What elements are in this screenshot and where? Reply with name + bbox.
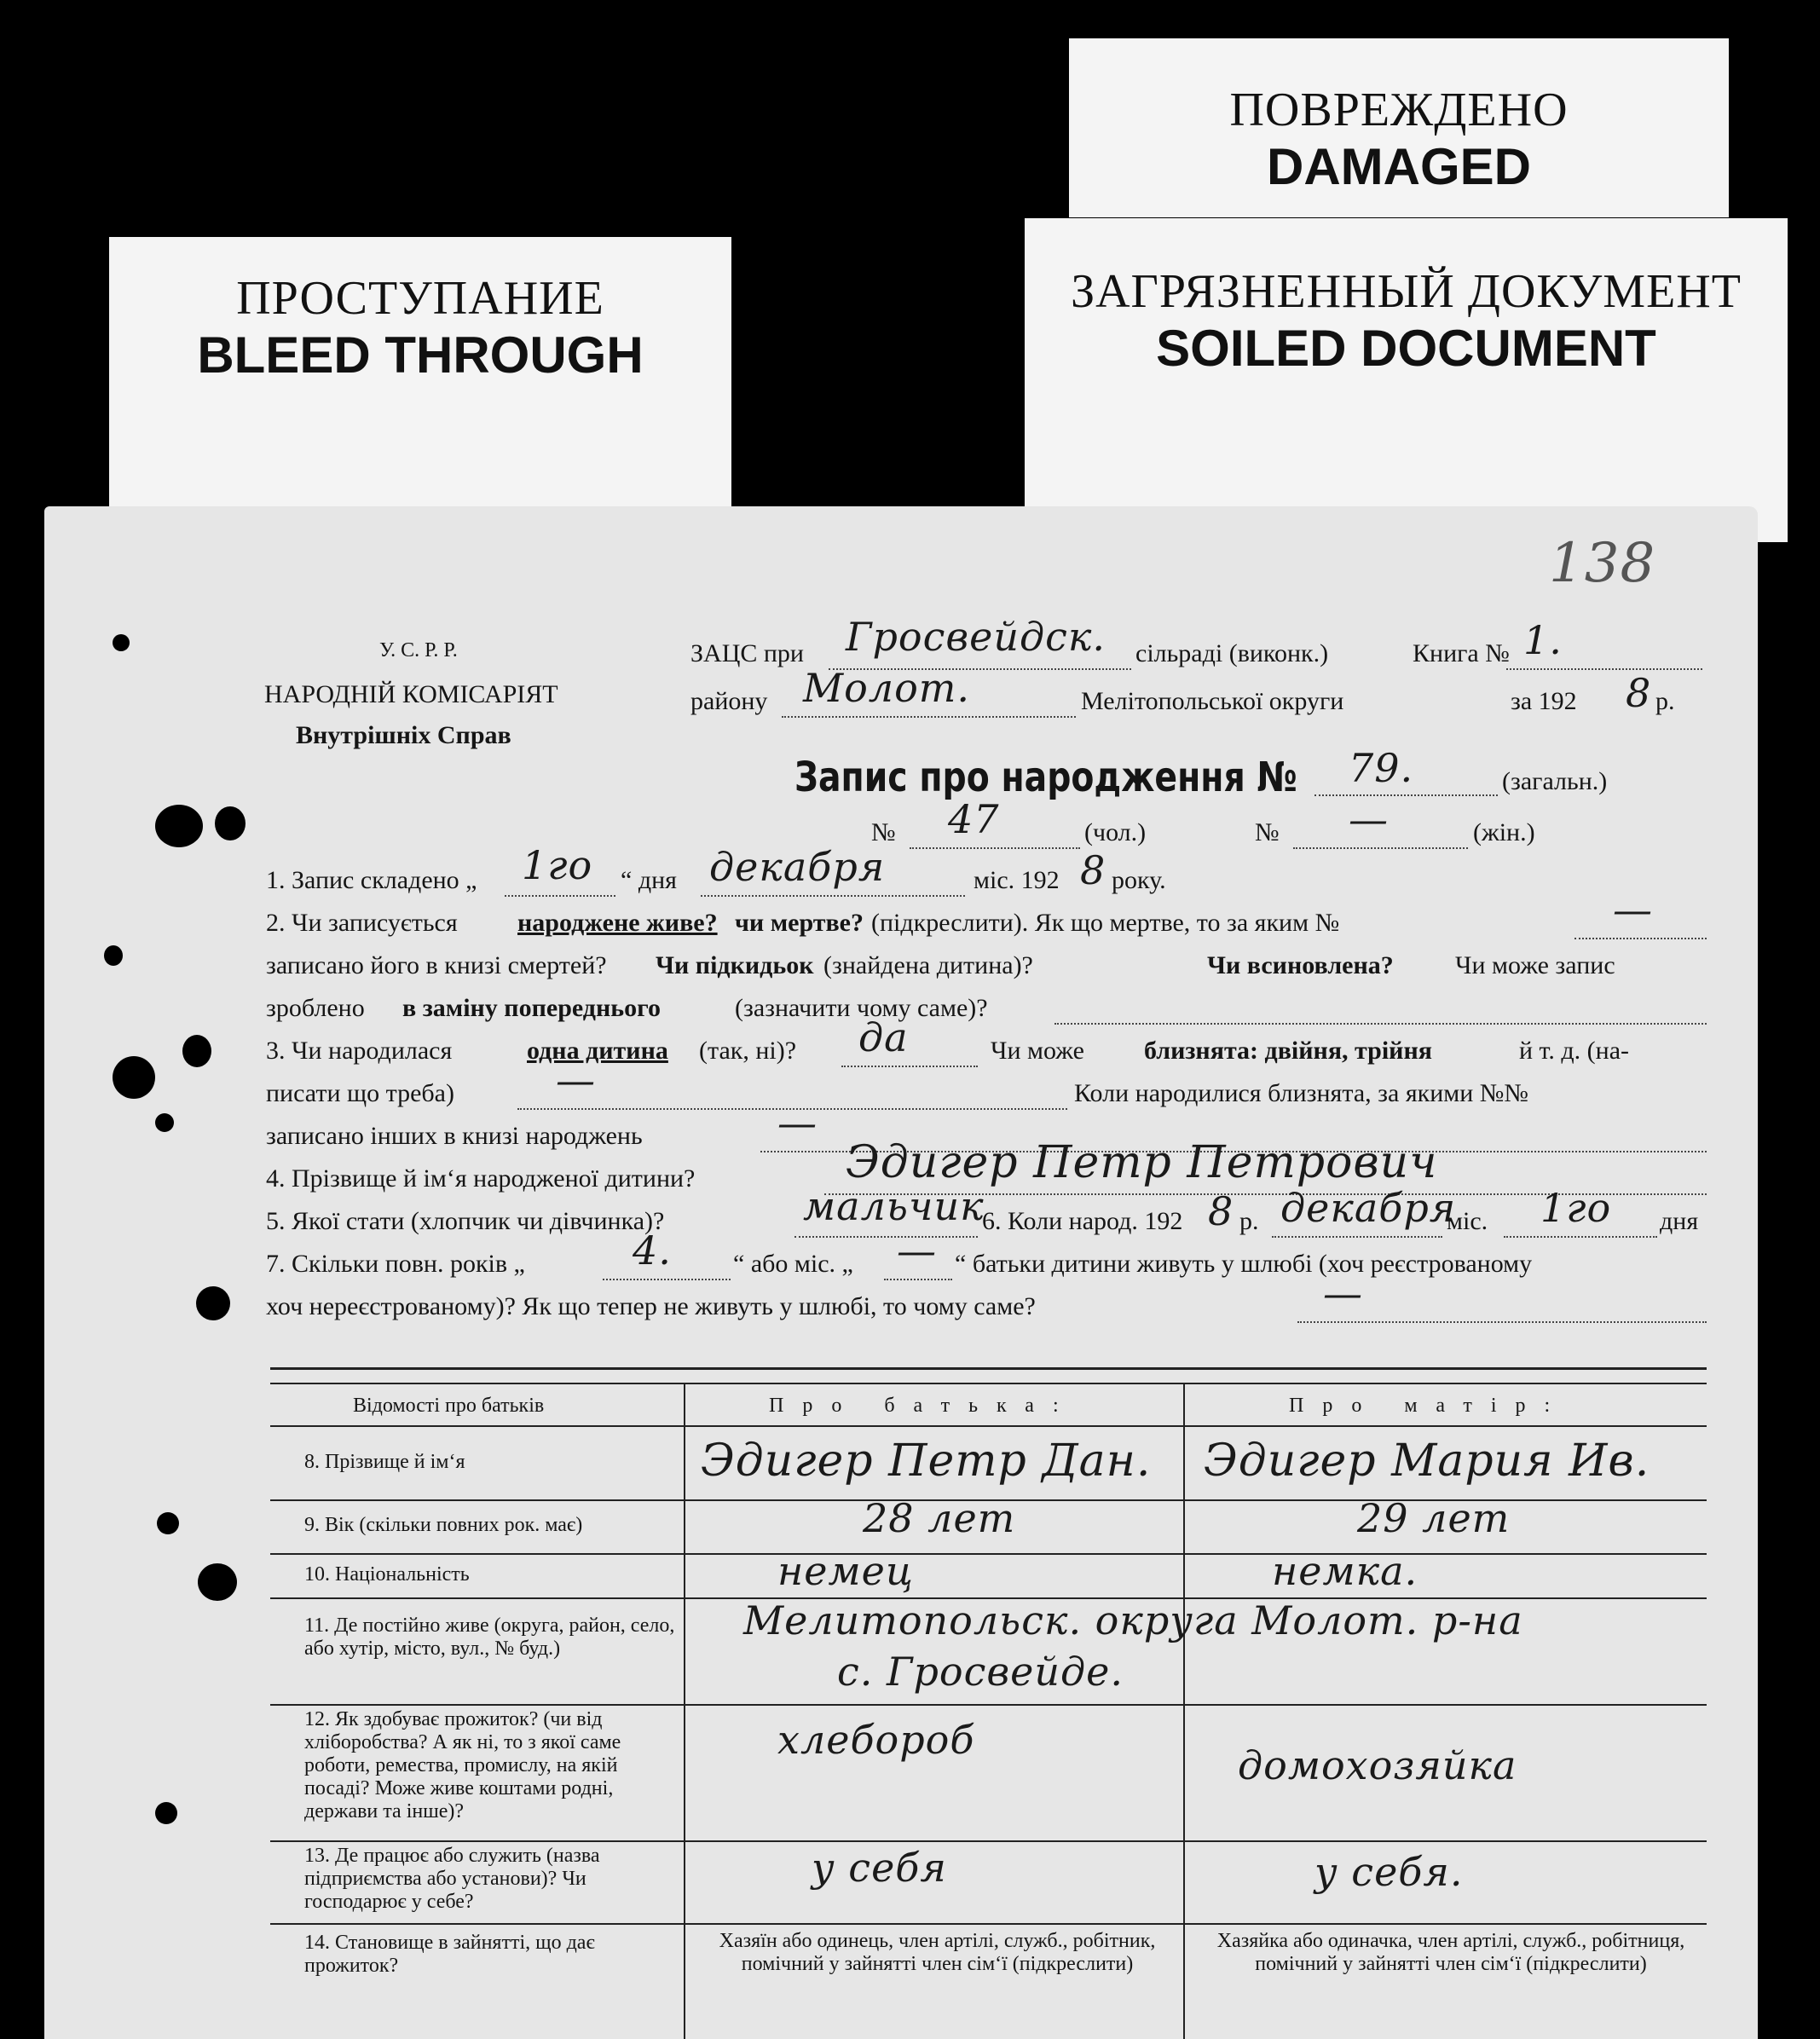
q1-label: 1. Запис складено „ — [266, 866, 477, 894]
q4-child-name: Эдигер Петр Петрович — [846, 1137, 1438, 1188]
bleed-label-en: BLEED THROUGH — [197, 326, 644, 384]
q1-year: 8 — [1080, 847, 1106, 893]
zags-label: ЗАЦС при — [690, 639, 804, 667]
birth-record-sheet — [44, 506, 1758, 2039]
q2-alive: народжене живе? — [517, 909, 718, 937]
title-number-line — [1314, 794, 1498, 796]
male-number: 47 — [948, 796, 1000, 842]
father-livelihood: хлебороб — [777, 1717, 975, 1763]
header-father: Про батька: — [769, 1395, 1078, 1417]
q6-day: 1го — [1540, 1185, 1612, 1231]
internal-affairs-label: Внутрішніх Справ — [296, 721, 511, 749]
male-no-sign: № — [871, 818, 896, 846]
mother-residence: с. Гросвейде. — [837, 1649, 1124, 1695]
record-number: 79. — [1349, 745, 1414, 791]
q3-text: Чи може — [991, 1037, 1084, 1065]
okruha-label: Мелітопольської округи — [1081, 687, 1344, 715]
mother-age: 29 лет — [1357, 1495, 1511, 1541]
q7-text: “ батьки дитини живуть у шлюбі (хоч реєстрованому — [955, 1250, 1533, 1278]
q2c-text2: (зазначити чому саме)? — [735, 994, 988, 1022]
q6-month-label: міс. — [1447, 1207, 1488, 1235]
q6-day-label: дня — [1660, 1207, 1699, 1235]
q2b-foundling: Чи підкидьок — [656, 951, 814, 979]
q1-month-line — [701, 895, 965, 897]
q2c-replacement: в заміну попереднього — [402, 994, 662, 1022]
punch-hole — [182, 1035, 211, 1067]
q7-months-label: “ або міс. „ — [733, 1250, 853, 1278]
q5-line — [794, 1236, 978, 1238]
q6-month: декабря — [1280, 1185, 1457, 1231]
q6-year-suffix: р. — [1239, 1207, 1259, 1235]
q7-label: 7. Скільки повн. років „ — [266, 1250, 525, 1278]
header-mother: Про матір: — [1289, 1395, 1569, 1417]
mother-workplace: у себя. — [1314, 1849, 1464, 1895]
mother-name: Эдигер Мария Ив. — [1204, 1435, 1650, 1487]
row-label-occupation-status: 14. Становище в зайнятті, що дає прожиток? — [304, 1932, 595, 1977]
usrr-label: У. С. Р. Р. — [379, 639, 458, 661]
punch-hole — [113, 634, 130, 651]
q2-dead: чи мертве? — [735, 909, 864, 937]
q7b-text: хоч нереєстрованому)? Як що тепер не живуть у шлюбі, то чому саме? — [266, 1292, 1036, 1320]
row-label-age: 9. Вік (скільки повних рок. має) — [304, 1514, 583, 1536]
father-age: 28 лет — [863, 1495, 1016, 1541]
table-rule — [270, 1840, 1707, 1842]
q3b-text2: Коли народилися близнята, за якими №№ — [1074, 1079, 1529, 1107]
row-label-nationality: 10. Національність — [304, 1563, 470, 1586]
q3c-value: — — [777, 1100, 818, 1146]
row-label-residence: 11. Де постійно живе (округа, район, село, або хутір, місто, вул., № буд.) — [304, 1614, 675, 1660]
damaged-label-ru: ПОВРЕЖДЕНО — [1229, 84, 1569, 136]
year-suffix: р. — [1655, 687, 1675, 715]
q1-year-suffix: року. — [1112, 866, 1166, 894]
father-residence: Мелитопольск. округа Молот. р-на — [743, 1597, 1523, 1643]
q1-day-label: “ дня — [621, 866, 677, 894]
book-line — [1506, 668, 1702, 670]
q2b-text2: Чи може запис — [1455, 951, 1615, 979]
record-title: Запис про народження № — [794, 754, 1297, 801]
female-no-sign: № — [1255, 818, 1280, 846]
q4-label: 4. Прізвище й ім‘я народженої дитини? — [266, 1164, 696, 1193]
bleed-through-label — [109, 237, 731, 518]
table-column-rule — [1183, 1383, 1185, 2039]
q3b-value: — — [556, 1057, 596, 1103]
q5-sex: мальчик — [803, 1183, 985, 1229]
q2b-text: записано його в книзі смертей? — [266, 951, 607, 979]
year-prefix: за 192 — [1511, 687, 1577, 715]
row-label-name: 8. Прізвище й ім‘я — [304, 1451, 465, 1473]
book-label: Книга № — [1413, 639, 1510, 667]
father-workplace: у себя — [812, 1845, 947, 1891]
table-top-rule — [270, 1367, 1707, 1370]
father-occupation-status: Хазяїн або одинець, член артілі, служб., робітник, помічний у зайнятті член сім‘ї (підкреслити) — [719, 1930, 1156, 1975]
q2b-found-child: (знайдена дитина)? — [823, 951, 1033, 979]
year-value: 8 — [1626, 670, 1652, 716]
table-rule — [270, 1425, 1707, 1427]
q3-one-child: одна дитина — [527, 1037, 668, 1065]
q3-yes-no: (так, ні)? — [699, 1037, 797, 1065]
table-rule — [270, 1383, 1707, 1384]
table-column-rule — [684, 1383, 685, 2039]
soiled-document-label — [1025, 218, 1788, 542]
q3b-text: писати що треба) — [266, 1079, 454, 1107]
q6-month-line — [1272, 1236, 1442, 1238]
q2c-text: зроблено — [266, 994, 365, 1022]
q1-day: 1го — [522, 842, 593, 888]
header-parents-info: Відомості про батьків — [353, 1395, 545, 1417]
soiled-label-ru: ЗАГРЯЗНЕННЫЙ ДОКУМЕНТ — [1071, 265, 1742, 318]
punch-hole — [155, 1802, 177, 1824]
q6-day-line — [1504, 1236, 1657, 1238]
punch-hole — [215, 806, 246, 840]
punch-hole — [113, 1056, 155, 1099]
q3-label: 3. Чи народилася — [266, 1037, 453, 1065]
q3-text2: й т. д. (на- — [1519, 1037, 1630, 1065]
q7-months-line — [884, 1279, 952, 1280]
bleed-label-ru: ПРОСТУПАНИЕ — [236, 272, 604, 325]
q7b-value: — — [1323, 1270, 1363, 1316]
table-rule — [270, 1704, 1707, 1706]
female-label: (жін.) — [1473, 818, 1535, 846]
q7-years: 4. — [633, 1227, 672, 1274]
general-label: (загальн.) — [1502, 767, 1608, 795]
father-name: Эдигер Петр Дан. — [701, 1435, 1152, 1487]
table-rule — [270, 1553, 1707, 1555]
q2-line — [1574, 938, 1707, 939]
q2-value: — — [1613, 887, 1653, 933]
female-number-line — [1293, 847, 1468, 849]
q3-value: да — [858, 1014, 909, 1060]
q2c-line — [1054, 1023, 1707, 1025]
q3c-text: записано інших в книзі народжень — [266, 1122, 643, 1150]
mother-occupation-status: Хазяйка або одиначка, член артілі, служб., робітниця, помічний у зайнятті член сім‘ї (підкреслити) — [1216, 1930, 1685, 1975]
father-nationality: немец — [777, 1548, 914, 1594]
zags-value: Гросвейдск. — [846, 614, 1106, 660]
damaged-label — [1069, 38, 1729, 217]
district-label: району — [690, 687, 768, 715]
mother-nationality: немка. — [1272, 1548, 1418, 1594]
district-line — [782, 716, 1076, 718]
q2b-adopted: Чи всиновлена? — [1207, 951, 1394, 979]
q1-month: декабря — [709, 844, 886, 890]
punch-hole — [157, 1512, 179, 1534]
q7b-line — [1297, 1321, 1707, 1323]
punch-hole — [155, 1113, 174, 1132]
row-label-livelihood: 12. Як здобуває прожиток? (чи від хліборобства? А як ні, то з якої саме роботи, ремества, промислу, на якій посаді? Може живе коштами родні, держави та інше)? — [304, 1708, 621, 1822]
male-number-line — [910, 847, 1080, 849]
q5-label: 5. Якої стати (хлопчик чи дівчинка)? — [266, 1207, 665, 1235]
district-value: Молот. — [803, 665, 971, 711]
table-rule — [270, 1923, 1707, 1925]
q2-label: 2. Чи записується — [266, 909, 458, 937]
q1-day-line — [505, 895, 615, 897]
q7-months: — — [897, 1227, 937, 1274]
q3-line — [841, 1066, 978, 1067]
punch-hole — [196, 1286, 230, 1320]
soiled-label-en: SOILED DOCUMENT — [1156, 320, 1656, 377]
village-council-label: сільраді (виконк.) — [1135, 639, 1329, 667]
q1-year-label: міс. 192 — [974, 866, 1060, 894]
q2-text: (підкреслити). Як що мертве, то за яким № — [871, 909, 1340, 937]
q6-label: 6. Коли народ. 192 — [982, 1207, 1183, 1235]
damaged-label-en: DAMAGED — [1267, 138, 1531, 195]
q6-year: 8 — [1208, 1188, 1234, 1234]
book-value: 1. — [1523, 617, 1563, 663]
row-label-workplace: 13. Де працює або служить (назва підприємства або установи)? Чи господарює у себе? — [304, 1845, 600, 1913]
q7-years-line — [603, 1279, 731, 1280]
q3-twins: близнята: двійня, трійня — [1144, 1037, 1432, 1065]
mother-livelihood: домохозяйка — [1238, 1742, 1517, 1788]
punch-hole — [104, 945, 123, 966]
male-label: (чол.) — [1084, 818, 1147, 846]
commissariat-label: НАРОДНІЙ КОМІСАРІЯТ — [264, 680, 558, 708]
punch-hole — [155, 805, 203, 847]
page-number: 138 — [1549, 532, 1656, 595]
punch-hole — [198, 1563, 237, 1601]
female-number: — — [1349, 796, 1389, 842]
